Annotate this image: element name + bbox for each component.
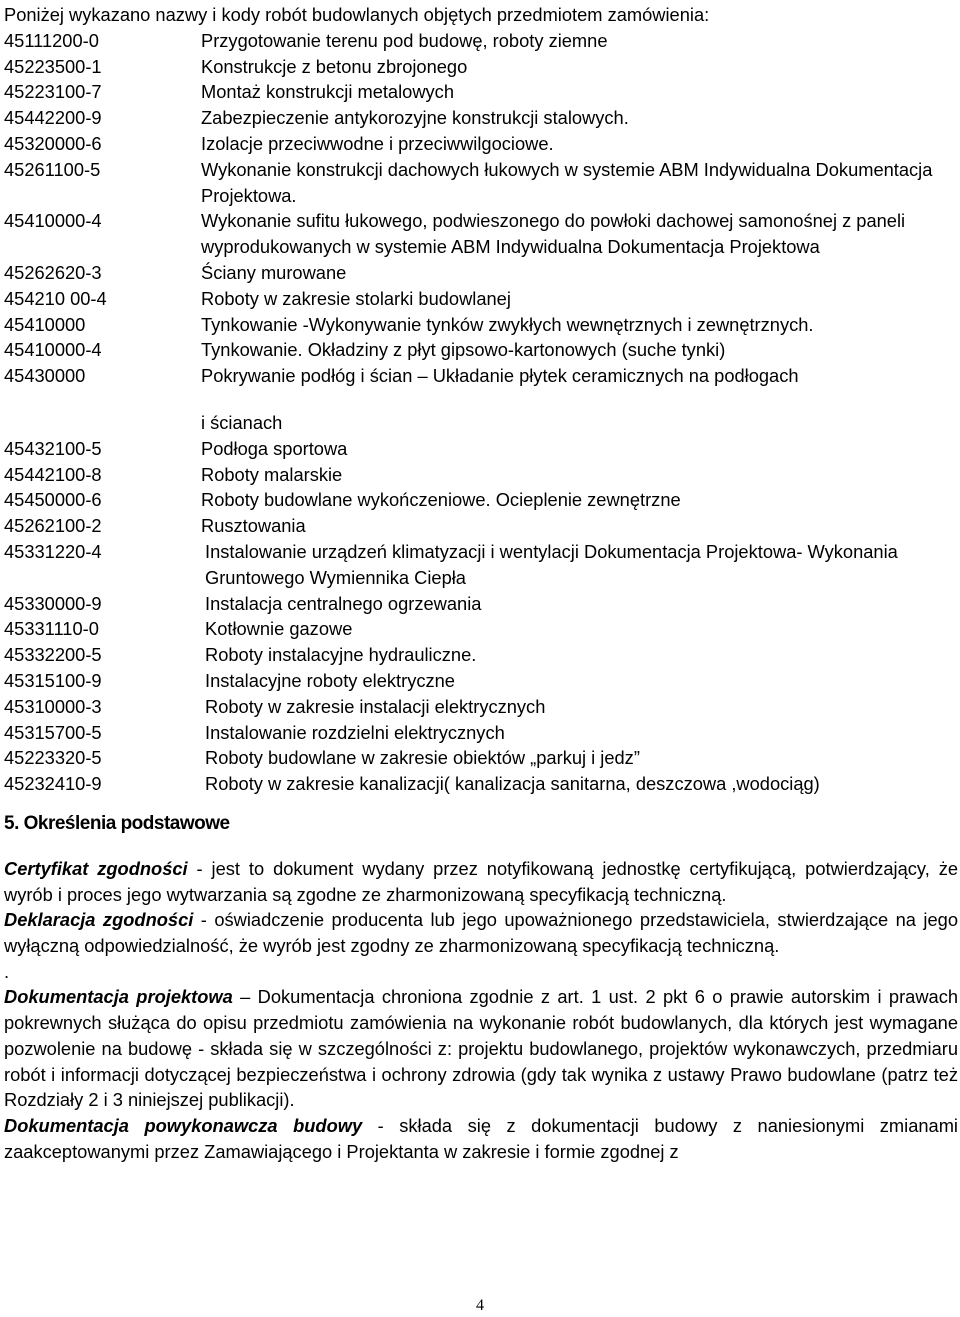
work-description: Roboty malarskie <box>201 463 343 485</box>
cpv-code: 45410000-4 <box>4 210 102 232</box>
work-description: Kotłownie gazowe <box>205 618 353 640</box>
cpv-code: 45410000-4 <box>4 339 102 361</box>
work-description: Instalacja centralnego ogrzewania <box>205 592 482 614</box>
cpv-code: 45320000-6 <box>4 132 102 154</box>
cpv-code: 45223500-1 <box>4 55 102 77</box>
cpv-code: 45262620-3 <box>4 261 102 283</box>
section-title: 5. Określenia podstawowe <box>4 812 230 834</box>
list-item <box>4 487 958 513</box>
cpv-code: 45315100-9 <box>4 669 102 691</box>
list-item <box>4 337 958 363</box>
definition-dokumentacja-powykonawcza <box>4 1113 958 1164</box>
intro-text: Poniżej wykazano nazwy i kody robót budowlanych objętych przedmiotem zamówienia: <box>4 4 710 25</box>
cpv-code: 45450000-6 <box>4 489 102 511</box>
list-item <box>4 694 958 720</box>
list-item <box>4 79 958 105</box>
work-description: Instalacyjne roboty elektryczne <box>205 669 455 691</box>
list-item <box>4 436 958 462</box>
work-description: Ściany murowane <box>201 261 347 283</box>
cpv-code: 45223320-5 <box>4 747 102 769</box>
work-description: Instalowanie rozdzielni elektrycznych <box>205 721 505 743</box>
cpv-code: 45262100-2 <box>4 515 102 537</box>
cpv-code: 45330000-9 <box>4 592 102 614</box>
list-spacer <box>4 389 958 410</box>
list-item <box>4 105 958 131</box>
list-item <box>4 208 958 260</box>
cpv-code <box>4 410 201 436</box>
definition-text: – Dokumentacja chroniona zgodnie z art. 1 ust. 2 pkt 6 o prawie autorskim i prawach pokrewnych służąca do opisu przedmiotu zamówienia na wykonanie robót budowlanych, dla których jest wymagane pozwolenie na budowę - składa się w szczególności z: projektu budowlanego, projektów wykonawczych, przedmiaru robót i informacji dotyczącej bezpieczeństwa i ochrony zdrowia (gdy tak wynika z ustawy Prawo budowlane (patrz też Rozdziały 2 i 3 niniejszej publikacji). <box>4 986 958 1111</box>
list-item <box>4 771 958 797</box>
list-item <box>4 745 958 771</box>
definition-text: - oświadczenie producenta lub jego upoważnionego przedstawiciela, stwierdzające na jego wyłączną odpowiedzialność, że wyrób jest zgodny ze zharmonizowaną specyfikacją techniczną. <box>4 909 958 957</box>
cpv-code: 45442100-8 <box>4 463 102 485</box>
cpv-code: 45111200-0 <box>4 29 99 51</box>
stray-dot <box>4 959 958 985</box>
work-description: Pokrywanie podłóg i ścian – Układanie płytek ceramicznych na podłogach <box>201 365 799 387</box>
works-code-list <box>4 28 958 797</box>
work-description: Izolacje przeciwwodne i przeciwwilgociowe. <box>201 132 554 154</box>
cpv-code: 45331220-4 <box>4 540 102 562</box>
work-description: Roboty w zakresie instalacji elektrycznych <box>205 695 546 717</box>
definitions-list <box>4 856 958 1164</box>
cpv-code: 45223100-7 <box>4 81 102 103</box>
definition-dokumentacja-projektowa <box>4 984 958 1113</box>
work-description: Tynkowanie. Okładziny z płyt gipsowo-kartonowych (suche tynki) <box>201 339 726 361</box>
definition-text: . <box>4 960 10 982</box>
cpv-code: 45331110-0 <box>4 618 99 640</box>
work-description: Montaż konstrukcji metalowych <box>201 81 454 103</box>
definition-term: Dokumentacja projektowa <box>4 986 233 1008</box>
definition-term: Certyfikat zgodności <box>4 857 188 879</box>
list-item <box>4 410 958 436</box>
list-item <box>4 462 958 488</box>
list-item <box>4 668 958 694</box>
work-description: Tynkowanie -Wykonywanie tynków zwykłych wewnętrznych i zewnętrznych. <box>201 313 814 335</box>
work-description: Podłoga sportowa <box>201 437 348 459</box>
cpv-code: 454210 00-4 <box>4 287 107 309</box>
cpv-code: 45261100-5 <box>4 158 101 180</box>
list-item <box>4 513 958 539</box>
definition-term: Dokumentacja powykonawcza budowy <box>4 1114 363 1136</box>
list-item <box>4 539 958 591</box>
definition-certyfikat <box>4 856 958 907</box>
cpv-code: 45332200-5 <box>4 644 102 666</box>
document-page <box>4 2 958 1164</box>
cpv-code: 45432100-5 <box>4 437 102 459</box>
work-description: Konstrukcje z betonu zbrojonego <box>201 55 468 77</box>
cpv-code: 45315700-5 <box>4 721 102 743</box>
list-item <box>4 591 958 617</box>
list-item <box>4 616 958 642</box>
list-item <box>4 28 958 54</box>
list-item <box>4 54 958 80</box>
definition-term: Deklaracja zgodności <box>4 909 194 931</box>
list-item <box>4 286 958 312</box>
page-number: 4 <box>476 1297 484 1314</box>
definition-text: - jest to dokument wydany przez notyfikowaną jednostkę certyfikującą, potwierdzający, że wyrób i proces jego wytwarzania są zgodne ze zharmonizowaną specyfikacją techniczną. <box>4 857 959 905</box>
list-item <box>4 260 958 286</box>
cpv-code: 45442200-9 <box>4 107 102 129</box>
definition-text: - składa się z dokumentacji budowy z naniesionymi zmianami zaakceptowanymi przez Zamawiającego i Projektanta w zakresie i formie zgodnej z <box>4 1114 958 1162</box>
work-description: Instalowanie urządzeń klimatyzacji i wentylacji Dokumentacja Projektowa- Wykonania Gruntowego Wymiennika Ciepła <box>205 540 898 588</box>
work-description: Zabezpieczenie antykorozyjne konstrukcji stalowych. <box>201 107 629 129</box>
cpv-code: 45232410-9 <box>4 773 102 795</box>
list-item <box>4 157 958 209</box>
work-description: Wykonanie sufitu łukowego, podwieszonego do powłoki dachowej samonośnej z paneli wyprodukowanych w systemie ABM Indywidualna Dokumentacja Projektowa <box>201 210 906 258</box>
definition-deklaracja <box>4 907 958 958</box>
work-description: Wykonanie konstrukcji dachowych łukowych w systemie ABM Indywidualna Dokumentacja Projektowa. <box>201 158 933 206</box>
work-description: Roboty instalacyjne hydrauliczne. <box>205 644 477 666</box>
work-description: i ścianach <box>201 411 283 433</box>
list-item <box>4 363 958 389</box>
work-description: Rusztowania <box>201 515 306 537</box>
work-description: Przygotowanie terenu pod budowę, roboty ziemne <box>201 29 608 51</box>
list-item <box>4 312 958 338</box>
work-description: Roboty budowlane w zakresie obiektów „parkuj i jedz” <box>205 747 640 769</box>
cpv-code: 45310000-3 <box>4 695 102 717</box>
work-description: Roboty budowlane wykończeniowe. Ocieplenie zewnętrzne <box>201 489 681 511</box>
list-item <box>4 642 958 668</box>
list-item <box>4 131 958 157</box>
work-description: Roboty w zakresie kanalizacji( kanalizacja sanitarna, deszczowa ,wodociąg) <box>205 773 820 795</box>
work-description: Roboty w zakresie stolarki budowlanej <box>201 287 511 309</box>
cpv-code: 45410000 <box>4 313 86 335</box>
cpv-code: 45430000 <box>4 365 86 387</box>
list-item <box>4 720 958 746</box>
